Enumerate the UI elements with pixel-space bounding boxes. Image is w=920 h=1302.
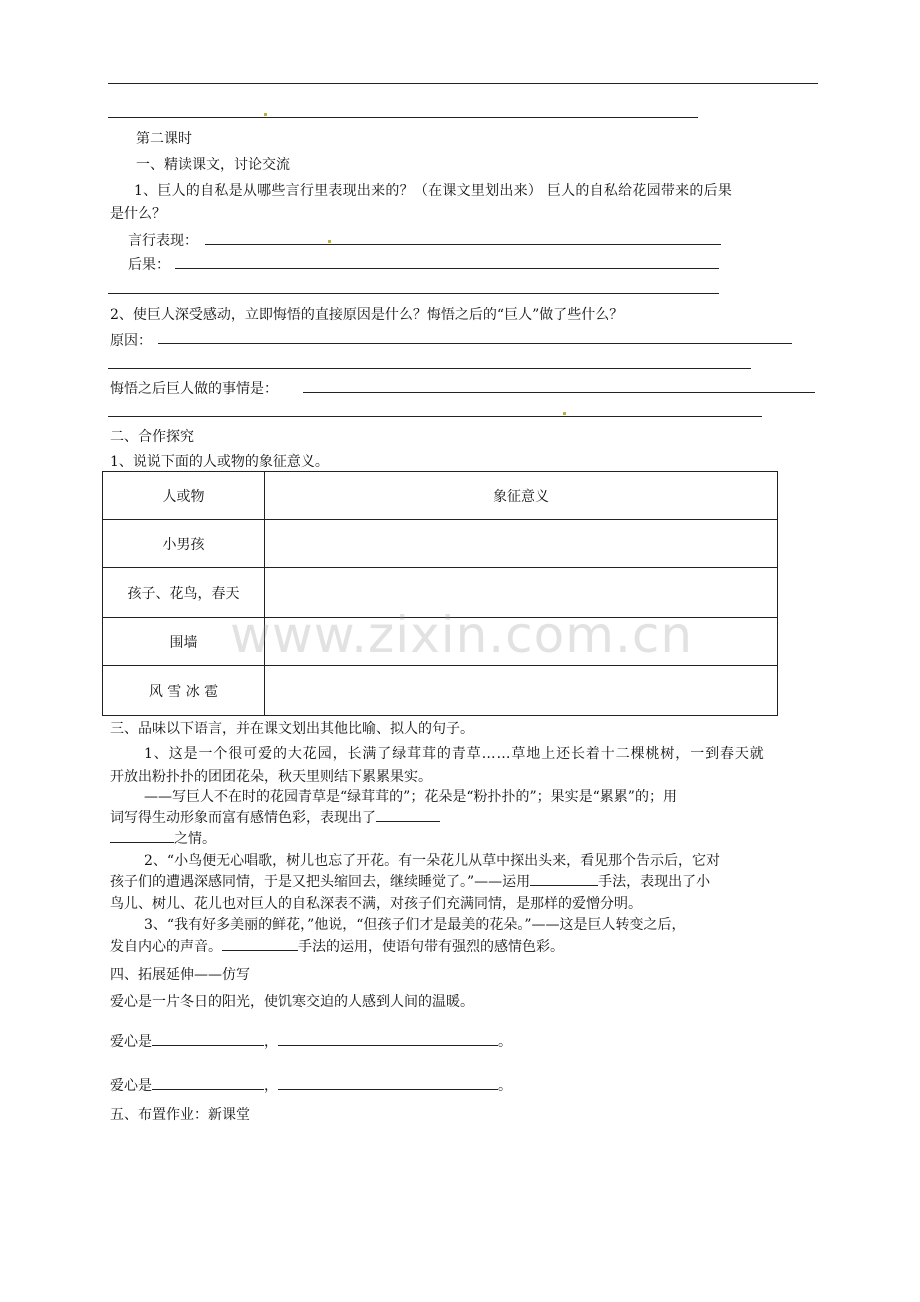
- para-3-line-2: [110, 936, 564, 956]
- para-1-text: 之情。: [174, 831, 216, 847]
- imitation-line: [110, 1075, 512, 1095]
- speck: [264, 113, 267, 116]
- fill-blank[interactable]: [152, 1075, 264, 1090]
- para-2-text: 手法，表现出了小: [598, 874, 711, 890]
- watermark: www.zixin.com.cn: [230, 606, 694, 664]
- speech-label: 言行表现：: [128, 233, 198, 249]
- para-1-text: 词写得生动形象而富有感情色彩，表现出了: [110, 810, 376, 826]
- speck: [563, 412, 566, 415]
- after-label: 悔悟之后巨人做的事情是：: [110, 381, 278, 397]
- section-4-title: 四、拓展延伸——仿写: [110, 967, 250, 983]
- para-1-line-3: ——写巨人不在时的花园青草是“绿茸茸的”；花朵是“粉扑扑的”；果实是“累累”的；用: [144, 789, 677, 805]
- para-2-line-3: 鸟儿、树儿、花儿也对巨人的自私深表不满，对孩子们充满同情，是那样的爱憎分明。: [110, 896, 642, 912]
- para-1-line-1: 1、这是一个很可爱的大花园，长满了绿茸茸的青草……草地上还长着十二棵桃树，一到春天就: [144, 746, 765, 762]
- period: 。: [498, 1034, 512, 1050]
- para-2-line-1: 2、“小鸟便无心唱歌，树儿也忘了开花。有一朵花儿从草中探出头来，看见那个告示后，它对: [144, 853, 721, 869]
- section-2-title: 二、合作探究: [110, 429, 194, 445]
- period: 。: [498, 1078, 512, 1094]
- fill-blank[interactable]: [152, 1031, 264, 1046]
- section-5-title: 五、布置作业：新课堂: [110, 1107, 250, 1123]
- comma: ，: [264, 1078, 278, 1094]
- reason-label: 原因：: [110, 333, 152, 349]
- imitation-line: [110, 1031, 512, 1051]
- section-2-question-1: 1、说说下面的人或物的象征意义。: [110, 454, 329, 470]
- table-row-subject: 风 雪 冰 雹: [103, 666, 265, 716]
- fill-blank[interactable]: [278, 1031, 498, 1046]
- table-row-meaning[interactable]: [265, 520, 778, 568]
- para-3-text: 发自内心的声音。: [110, 939, 222, 955]
- header-rule: [108, 83, 818, 84]
- imitation-prefix: 爱心是: [110, 1078, 152, 1094]
- table-row-subject: 孩子、花鸟，春天: [103, 568, 265, 618]
- question-1-line-1: 1、巨人的自私是从哪些言行里表现出来的？（在课文里划出来） 巨人的自私给花园带来的后果: [134, 183, 733, 199]
- table-row-meaning[interactable]: [265, 666, 778, 716]
- answer-line: [108, 368, 751, 369]
- fill-blank[interactable]: [278, 1075, 498, 1090]
- table-header-meaning: 象征意义: [265, 472, 778, 520]
- imitation-prefix: 爱心是: [110, 1034, 152, 1050]
- answer-line: [158, 343, 792, 344]
- result-label: 后果：: [128, 257, 170, 273]
- speck: [328, 240, 331, 243]
- fill-blank[interactable]: [110, 828, 174, 843]
- question-1-line-2: 是什么？: [110, 206, 166, 222]
- para-2-text: 孩子们的遭遇深感同情，于是又把头缩回去，继续睡觉了。”——运用: [110, 874, 531, 890]
- table-header-subject: 人或物: [103, 472, 265, 520]
- answer-line: [205, 244, 721, 245]
- answer-line: [175, 268, 719, 269]
- answer-line: [303, 392, 815, 393]
- answer-line: [108, 293, 719, 294]
- table-row-subject: 围墙: [103, 618, 265, 666]
- fill-blank[interactable]: [376, 807, 440, 822]
- fill-blank[interactable]: [530, 871, 598, 886]
- table-row-subject: 小男孩: [103, 520, 265, 568]
- para-3-line-1: 3、“我有好多美丽的鲜花，”他说，“但孩子们才是最美的花朵。”——这是巨人转变之后，: [144, 917, 686, 933]
- para-1-line-4: [110, 807, 440, 827]
- section-1-title: 一、精读课文，讨论交流: [136, 157, 290, 173]
- comma: ，: [264, 1034, 278, 1050]
- section-3-title: 三、品味以下语言，并在课文划出其他比喻、拟人的句子。: [110, 721, 474, 737]
- answer-line: [108, 117, 698, 118]
- para-1-line-5: [110, 828, 216, 848]
- answer-line: [108, 416, 762, 417]
- para-3-text: 手法的运用，使语句带有强烈的感情色彩。: [298, 939, 564, 955]
- symbolism-table: [102, 471, 778, 716]
- para-2-line-2: [110, 871, 710, 891]
- example-sentence: 爱心是一片冬日的阳光，使饥寒交迫的人感到人间的温暖。: [110, 994, 474, 1010]
- lesson-title: 第二课时: [136, 131, 192, 147]
- para-1-line-2: 开放出粉扑扑的团团花朵，秋天里则结下累累果实。: [110, 769, 432, 785]
- question-2: 2、使巨人深受感动，立即悔悟的直接原因是什么？悔悟之后的“巨人”做了些什么？: [110, 307, 624, 323]
- fill-blank[interactable]: [222, 936, 298, 951]
